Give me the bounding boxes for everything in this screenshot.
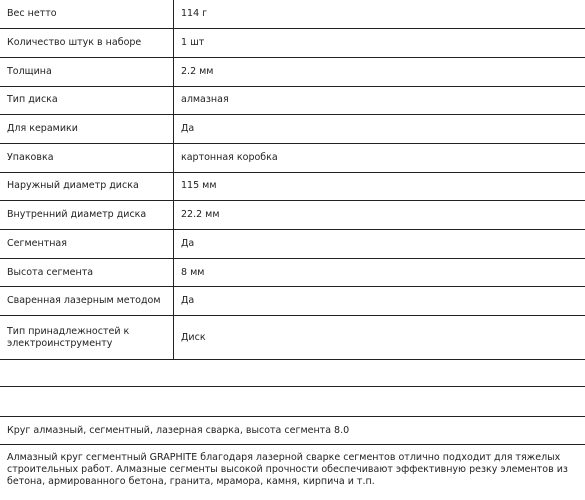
spec-row [0, 287, 585, 316]
spec-label: Для керамики [0, 115, 174, 144]
section-divider [0, 444, 585, 445]
section-divider [0, 386, 585, 387]
spec-label: Тип принадлежностей к электроинструменту [0, 316, 174, 360]
spec-label: Внутренний диаметр диска [0, 201, 174, 230]
spec-row [0, 172, 585, 201]
spec-label: Сваренная лазерным методом [0, 287, 174, 316]
spec-row [0, 201, 585, 230]
spec-value: Да [174, 287, 585, 316]
spec-label: Количество штук в наборе [0, 29, 174, 58]
spec-value: 115 мм [174, 172, 585, 201]
spec-row [0, 86, 585, 115]
spec-row [0, 0, 585, 29]
spec-value: 1 шт [174, 29, 585, 58]
spec-value: 8 мм [174, 258, 585, 287]
product-description: Алмазный круг сегментный GRAPHITE благодаря лазерной сварке сегментов отлично подходит для тяжелых строительных работ. Алмазные сегменты высокой прочности обеспечивают эффективную резку элементов из бетона, армированного бетона, гранита, мрамора, камня, кирпича и т.п. [7, 452, 568, 487]
spec-row [0, 115, 585, 144]
spec-label: Наружный диаметр диска [0, 172, 174, 201]
spec-label: Упаковка [0, 143, 174, 172]
spec-value: 2.2 мм [174, 57, 585, 86]
spec-value: Диск [174, 316, 585, 360]
spec-value: алмазная [174, 86, 585, 115]
spec-row [0, 29, 585, 58]
spec-row [0, 230, 585, 259]
spec-label: Вес нетто [0, 0, 174, 29]
spec-label: Сегментная [0, 230, 174, 259]
spec-label: Высота сегмента [0, 258, 174, 287]
spec-value: 22.2 мм [174, 201, 585, 230]
spec-value: 114 г [174, 0, 585, 29]
section-divider [0, 416, 585, 417]
spec-value: Да [174, 115, 585, 144]
spec-row [0, 143, 585, 172]
spec-label: Толщина [0, 57, 174, 86]
spec-value: картонная коробка [174, 143, 585, 172]
spec-value: Да [174, 230, 585, 259]
spec-row [0, 57, 585, 86]
product-caption: Круг алмазный, сегментный, лазерная сварка, высота сегмента 8.0 [7, 425, 350, 436]
spec-row [0, 316, 585, 360]
spec-row [0, 258, 585, 287]
spec-label: Тип диска [0, 86, 174, 115]
